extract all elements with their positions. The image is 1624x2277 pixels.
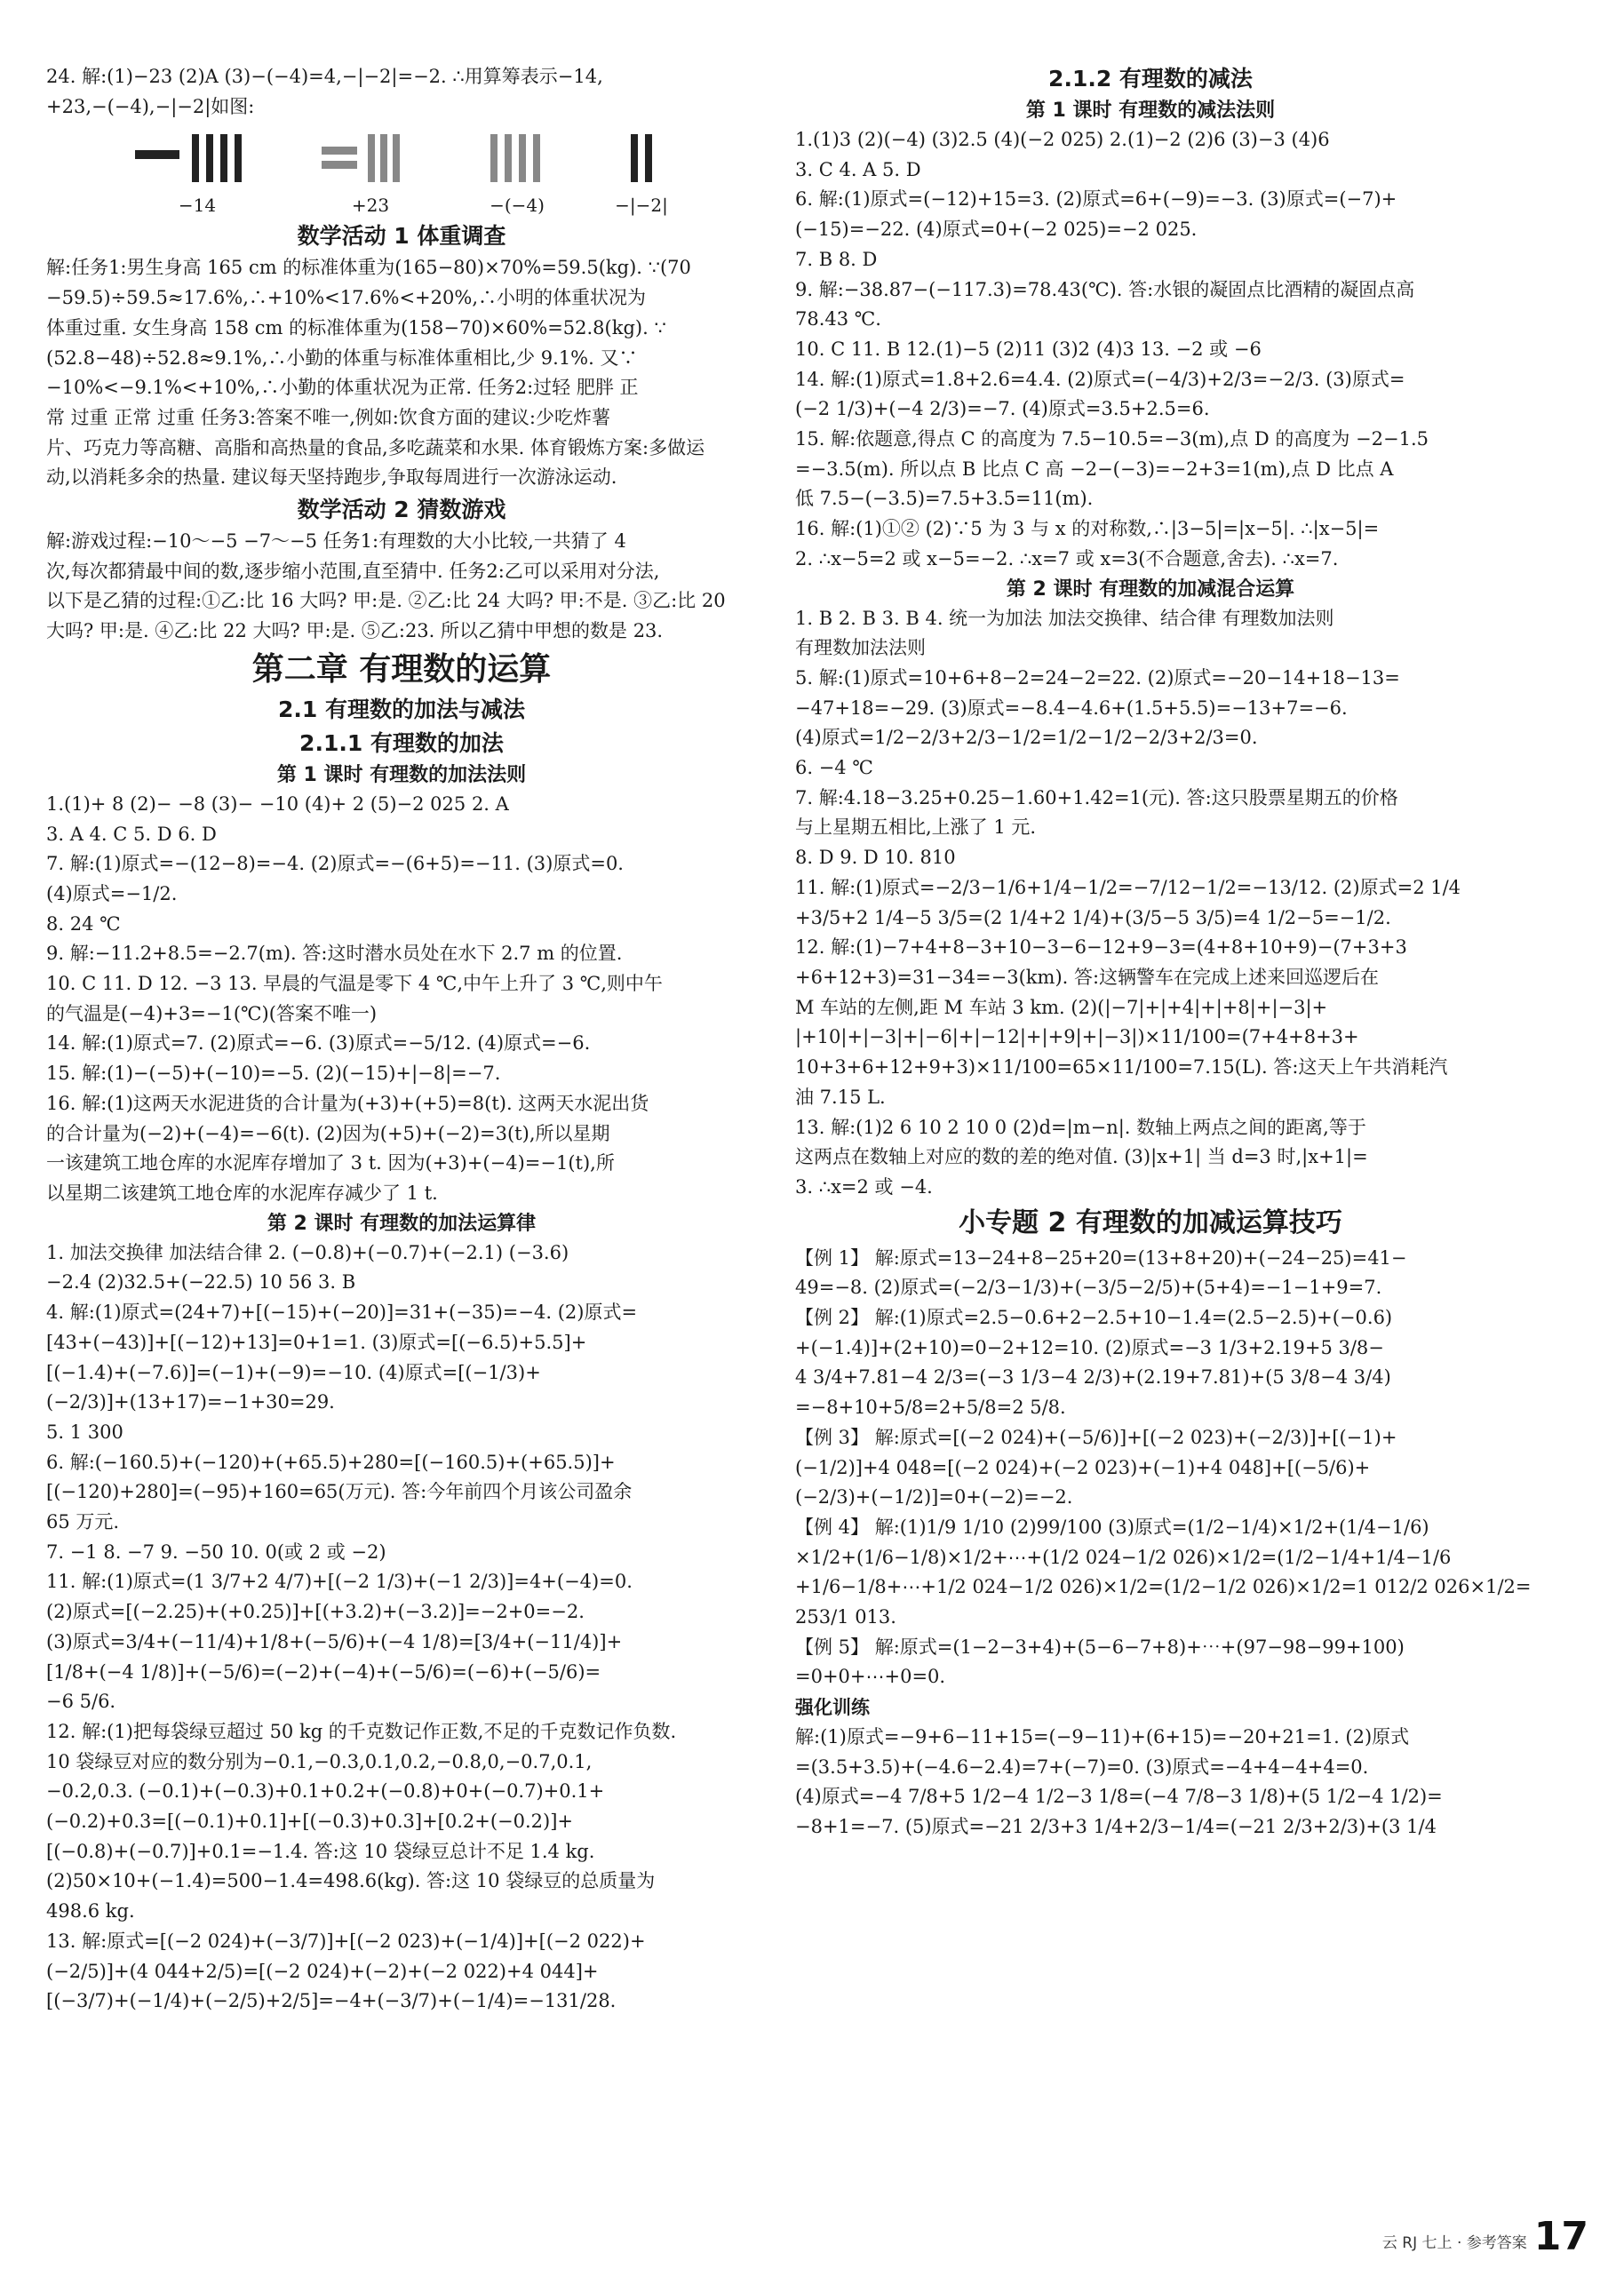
text-line: [(−3/7)+(−1/4)+(−2/5)+2/5]=−4+(−3/7)+(−1/4)=−131/28. [46, 1990, 617, 2012]
activity1-title: 数学活动 1 体重调查 [297, 223, 506, 250]
text-line: 【例 5】 解:原式=(1−2−3+4)+(5−6−7+8)+⋯+(97−98−99+100) [795, 1636, 1405, 1658]
text-line: =−3.5(m). 所以点 B 比点 C 高 −2−(−3)=−2+3=1(m),点 D 比点 A [795, 458, 1394, 480]
lesson1-block [46, 790, 757, 1209]
lesson2-title: 第 2 课时 有理数的加减混合运算 [1006, 577, 1295, 601]
text-line: 次,每次都猜最中间的数,逐步缩小范围,直至猜中. 任务2:乙可以采用对分法, [46, 560, 660, 582]
text-line: [(−0.8)+(−0.7)]+0.1=−1.4. 答:这 10 袋绿豆总计不足 1.4 kg. [46, 1840, 595, 1862]
text-line: −6 5/6. [46, 1691, 116, 1713]
text-line: =0+0+⋯+0=0. [795, 1666, 946, 1688]
text-line: 6. 解:(−160.5)+(−120)+(+65.5)+280=[(−160.5)+(+65.5)]+ [46, 1451, 616, 1473]
text-line: −10%<−9.1%<+10%,∴小勤的体重状况为正常. 任务2:过轻 肥胖 正 [46, 377, 639, 399]
activity1-block [46, 253, 757, 493]
text-line: 3. ∴x=2 或 −4. [795, 1175, 933, 1198]
rod-neg14-icon [135, 127, 259, 189]
text-line: M 车站的左侧,距 M 车站 3 km. (2)(|−7|+|+4|+|+8|+|−3|+ [795, 996, 1328, 1018]
text-line: 动,以消耗多余的热量. 建议每天坚持跑步,争取每周进行一次游泳运动. [46, 466, 617, 489]
text-line: 13. 解:(1)2 6 10 2 10 0 (2)d=|m−n|. 数轴上两点之间的距离,等于 [795, 1116, 1366, 1138]
text-line: 3. C 4. A 5. D [795, 158, 921, 180]
topic2-block [795, 1244, 1532, 1843]
rod-label: +23 [351, 195, 390, 217]
text-line: 4 3/4+7.81−4 2/3=(−3 1/3−4 2/3)+(2.19+7.81)+(5 3/8−4 3/4) [795, 1366, 1391, 1389]
text-line: 498.6 kg. [46, 1900, 135, 1923]
text-line: 5. 解:(1)原式=10+6+8−2=24−2=22. (2)原式=−20−14+18−13= [795, 666, 1400, 689]
lesson1-title: 第 1 课时 有理数的加法法则 [276, 763, 527, 786]
text-line: 7. 解:(1)原式=−(12−8)=−4. (2)原式=−(6+5)=−11. (3)原式=0. [46, 853, 624, 875]
text-line: 8. D 9. D 10. 810 [795, 847, 956, 869]
section-2-1-2-title: 2.1.2 有理数的减法 [1048, 66, 1253, 92]
text-line: |+10|+|−3|+|−6|+|−12|+|+9|+|−3|)×11/100=(7+4+8+3+ [795, 1026, 1359, 1048]
text-line: (4)原式=−1/2. [46, 882, 178, 904]
text-line: −8+1=−7. (5)原式=−21 2/3+3 1/4+2/3−1/4=(−21 2/3+2/3)+(3 1/4 [795, 1815, 1437, 1837]
text-line: (3)原式=3/4+(−11/4)+1/8+(−5/6)+(−4 1/8)=[3/4+(−11/4)]+ [46, 1630, 623, 1652]
text-line: 10. C 11. B 12.(1)−5 (2)11 (3)2 (4)3 13. −2 或 −6 [795, 338, 1262, 360]
text-line: 15. 解:依题意,得点 C 的高度为 7.5−10.5=−3(m),点 D 的高度为 −2−1.5 [795, 428, 1429, 450]
footer-text: 云 RJ 七上 · 参考答案 [1381, 2234, 1527, 2252]
right-column [795, 62, 1532, 1843]
text-line: [1/8+(−4 1/8)]+(−5/6)=(−2)+(−4)+(−5/6)=(−6)+(−5/6)= [46, 1660, 601, 1683]
text-line: 12. 解:(1)把每袋绿豆超过 50 kg 的千克数记作正数,不足的千克数记作负数. [46, 1720, 677, 1742]
text-line: 以下是乙猜的过程:①乙:比 16 大吗? 甲:是. ②乙:比 24 大吗? 甲:不是. ③乙:比 20 [46, 590, 726, 612]
text-line: +1/6−1/8+⋯+1/2 024−1/2 026)×1/2=(1/2−1/2 026)×1/2=1 012/2 026×1/2= [795, 1576, 1532, 1598]
page-number: 17 [1533, 2214, 1588, 2259]
text-line: 与上星期五相比,上涨了 1 元. [795, 816, 1037, 839]
text-line: 24. 解:(1)−23 (2)A (3)−(−4)=4,−|−2|=−2. ∴用算筹表示−14, [46, 66, 603, 87]
text-line: 15. 解:(1)−(−5)+(−10)=−5. (2)(−15)+|−8|=−7. [46, 1063, 501, 1085]
text-line: 14. 解:(1)原式=1.8+2.6=4.4. (2)原式=(−4/3)+2/3=−2/3. (3)原式= [795, 368, 1405, 390]
text-line: [(−1.4)+(−7.6)]=(−1)+(−9)=−10. (4)原式=[(−1/3)+ [46, 1361, 541, 1383]
topic2-title: 小专题 2 有理数的加减运算技巧 [959, 1206, 1342, 1238]
text-line: +(−1.4)]+(2+10)=0−2+12=10. (2)原式=−3 1/3+2.19+5 3/8− [795, 1336, 1384, 1358]
text-line: −2.4 (2)32.5+(−22.5) 10 56 3. B [46, 1271, 356, 1294]
rod-group-neg14 [135, 127, 259, 216]
lesson1-block [795, 125, 1506, 575]
text-line: −59.5)÷59.5≈17.6%,∴+10%<17.6%<+20%,∴小明的体重状况为 [46, 287, 647, 309]
lesson2-title: 第 2 课时 有理数的加法运算律 [267, 1212, 537, 1235]
text-line: −0.2,0.3. (−0.1)+(−0.3)+0.1+0.2+(−0.8)+0+(−0.7)+0.1+ [46, 1780, 605, 1803]
text-line: (−1/2)]+4 048=[(−2 024)+(−2 023)+(−1)+4 048]+[(−5/6)+ [795, 1456, 1371, 1478]
text-line: 9. 解:−11.2+8.5=−2.7(m). 答:这时潜水员处在水下 2.7 m 的位置. [46, 943, 623, 965]
chapter-title: 第二章 有理数的运算 [251, 650, 552, 688]
text-line: 7. −1 8. −7 9. −50 10. 0(或 2 或 −2) [46, 1541, 386, 1563]
text-line: 11. 解:(1)原式=−2/3−1/6+1/4−1/2=−7/12−1/2=−13/12. (2)原式=2 1/4 [795, 876, 1461, 898]
text-line: 14. 解:(1)原式=7. (2)原式=−6. (3)原式=−5/12. (4)原式=−6. [46, 1032, 591, 1055]
text-line: 2. ∴x−5=2 或 x−5=−2. ∴x=7 或 x=3(不合题意,舍去). ∴x=7. [795, 547, 1339, 569]
rod-group-neg-abs2 [615, 127, 668, 216]
text-line: (−2/5)]+(4 044+2/5)=[(−2 024)+(−2)+(−2 022)+4 044]+ [46, 1960, 599, 1982]
text-line: (−2 1/3)+(−4 2/3)=−7. (4)原式=3.5+2.5=6. [795, 398, 1210, 420]
text-line: 4. 解:(1)原式=(24+7)+[(−15)+(−20)]=31+(−35)=−4. (2)原式= [46, 1302, 638, 1324]
text-line: (2)50×10+(−1.4)=500−1.4=498.6(kg). 答:这 10 袋绿豆的总质量为 [46, 1870, 656, 1892]
text-line: 1.(1)+ 8 (2)− −8 (3)− −10 (4)+ 2 (5)−2 025 2. A [46, 792, 509, 815]
q24-block [46, 62, 757, 122]
text-line: (−2/3)+(−1/2)]=0+(−2)=−2. [795, 1486, 1073, 1509]
text-line: 常 过重 正常 过重 任务3:答案不唯一,例如:饮食方面的建议:少吃炸薯 [46, 406, 610, 428]
text-line: 油 7.15 L. [795, 1086, 886, 1108]
text-line: (−15)=−22. (4)原式=0+(−2 025)=−2 025. [795, 219, 1198, 241]
text-line: −47+18=−29. (3)原式=−8.4−4.6+(1.5+5.5)=−13+7=−6. [795, 697, 1348, 719]
text-line: (−2/3)]+(13+17)=−1+30=29. [46, 1391, 335, 1413]
text-line: 这两点在数轴上对应的数的差的绝对值. (3)|x+1| 当 d=3 时,|x+1|= [795, 1146, 1368, 1168]
section-2-1-1-title: 2.1.1 有理数的加法 [299, 729, 504, 756]
text-line: 大吗? 甲:是. ④乙:比 22 大吗? 甲:是. ⑤乙:23. 所以乙猜中甲想的数是 23. [46, 620, 664, 642]
text-line: 10 袋绿豆对应的数分别为−0.1,−0.3,0.1,0.2,−0.8,0,−0.7,0.1, [46, 1750, 593, 1772]
text-line: 片、巧克力等高糖、高脂和高热量的食品,多吃蔬菜和水果. 体育锻炼方案:多做运 [46, 436, 705, 458]
counting-rods-figure [46, 127, 757, 216]
rod-group-pos23 [322, 127, 419, 216]
text-line: 的合计量为(−2)+(−4)=−6(t). (2)因为(+5)+(−2)=3(t),所以星期 [46, 1122, 610, 1144]
text-line: 8. 24 ℃ [46, 912, 121, 935]
text-line: 3. A 4. C 5. D 6. D [46, 823, 217, 845]
rod-neg2-icon [615, 127, 668, 189]
text-line: =−8+10+5/8=2+5/8=2 5/8. [795, 1397, 1066, 1419]
text-line: 11. 解:(1)原式=(1 3/7+2 4/7)+[(−2 1/3)+(−1 2/3)]=4+(−4)=0. [46, 1571, 633, 1593]
text-line: 以星期二该建筑工地仓库的水泥库存减少了 1 t. [46, 1182, 438, 1204]
text-line: =(3.5+3.5)+(−4.6−2.4)=7+(−7)=0. (3)原式=−4+4−4+4=0. [795, 1756, 1369, 1778]
text-line: +23,−(−4),−|−2|如图: [46, 95, 255, 117]
text-line: 解:任务1:男生身高 165 cm 的标准体重为(165−80)×70%=59.5(kg). ∵(70 [46, 257, 691, 279]
activity2-title: 数学活动 2 猜数游戏 [297, 497, 506, 523]
text-line: 65 万元. [46, 1511, 120, 1533]
text-line: 253/1 013. [795, 1606, 896, 1628]
text-line: 体重过重. 女生身高 158 cm 的标准体重为(158−70)×60%=52.8(kg). ∵ [46, 316, 666, 338]
text-line: 低 7.5−(−3.5)=7.5+3.5=11(m). [795, 488, 1094, 510]
text-line: 强化训练 [795, 1696, 870, 1719]
text-line: 【例 2】 解:(1)原式=2.5−0.6+2−2.5+10−1.4=(2.5−2.5)+(−0.6) [795, 1307, 1393, 1329]
lesson2-block [46, 1238, 757, 2017]
text-line: 1. 加法交换律 加法结合律 2. (−0.8)+(−0.7)+(−2.1) (−3.6) [46, 1241, 569, 1263]
page-footer [1382, 2214, 1588, 2259]
text-line: 的气温是(−4)+3=−1(℃)(答案不唯一) [46, 1002, 378, 1024]
lesson1-title: 第 1 课时 有理数的减法法则 [1025, 100, 1276, 122]
rod-group-neg-neg4 [482, 127, 553, 216]
text-line: +6+12+3)=31−34=−3(km). 答:这辆警车在完成上述来回巡逻后在 [795, 966, 1380, 988]
text-line: 【例 3】 解:原式=[(−2 024)+(−5/6)]+[(−2 023)+(−2/3)]+[(−1)+ [795, 1426, 1397, 1448]
text-line: 【例 1】 解:原式=13−24+8−25+20=(13+8+20)+(−24−25)=41− [795, 1246, 1407, 1269]
text-line: (−0.2)+0.3=[(−0.1)+0.1]+[(−0.3)+0.3]+[0.2+(−0.2)]+ [46, 1811, 574, 1833]
text-line: 6. 解:(1)原式=(−12)+15=3. (2)原式=6+(−9)=−3. (3)原式=(−7)+ [795, 188, 1397, 211]
text-line: 49=−8. (2)原式=(−2/3−1/3)+(−3/5−2/5)+(5+4)=−1−1+9=7. [795, 1277, 1382, 1299]
text-line: [(−120)+280]=(−95)+160=65(万元). 答:今年前四个月该公司盈余 [46, 1481, 633, 1503]
section-2-1-title: 2.1 有理数的加法与减法 [278, 696, 525, 722]
text-line: 7. B 8. D [795, 248, 878, 270]
text-line: 10+3+6+12+9+3)×11/100=65×11/100=7.15(L). 答:这天上午共消耗汽 [795, 1056, 1448, 1079]
rod-label: −14 [178, 195, 217, 217]
text-line: (2)原式=[(−2.25)+(+0.25)]+[(+3.2)+(−3.2)]=−2+0=−2. [46, 1601, 585, 1623]
rod-4-icon [482, 127, 553, 189]
text-line: 9. 解:−38.87−(−117.3)=78.43(℃). 答:水银的凝固点比酒精的凝固点高 [795, 278, 1415, 300]
text-line: (4)原式=−4 7/8+5 1/2−4 1/2−3 1/8=(−4 7/8−3 1/8)+(5 1/2−4 1/2)= [795, 1786, 1443, 1808]
activity2-block [46, 527, 757, 647]
text-line: 13. 解:原式=[(−2 024)+(−3/7)]+[(−2 023)+(−1/4)]+[(−2 022)+ [46, 1930, 646, 1952]
rod-label: −|−2| [615, 195, 668, 217]
text-line: ×1/2+(1/6−1/8)×1/2+⋯+(1/2 024−1/2 026)×1/2=(1/2−1/4+1/4−1/6 [795, 1546, 1452, 1568]
text-line: 解:(1)原式=−9+6−11+15=(−9−11)+(6+15)=−20+21=1. (2)原式 [795, 1725, 1410, 1748]
rod-label: −(−4) [490, 195, 545, 217]
text-line: 1. B 2. B 3. B 4. 统一为加法 加法交换律、结合律 有理数加法则 [795, 607, 1334, 629]
text-line: [43+(−43)]+[(−12)+13]=0+1=1. (3)原式=[(−6.5)+5.5]+ [46, 1331, 587, 1353]
lesson2-block [795, 604, 1506, 1203]
text-line: 78.43 ℃. [795, 308, 881, 330]
text-line: 16. 解:(1)这两天水泥进货的合计量为(+3)+(+5)=8(t). 这两天水泥出货 [46, 1092, 649, 1114]
left-column [46, 62, 757, 2017]
text-line: +3/5+2 1/4−5 3/5=(2 1/4+2 1/4)+(3/5−5 3/5)=4 1/2−5=−1/2. [795, 906, 1391, 928]
text-line: 【例 4】 解:(1)1/9 1/10 (2)99/100 (3)原式=(1/2−1/4)×1/2+(1/4−1/6) [795, 1516, 1429, 1538]
text-line: 5. 1 300 [46, 1421, 123, 1443]
text-line: 解:游戏过程:−10～−5 −7～−5 任务1:有理数的大小比较,一共猜了 4 [46, 530, 626, 553]
text-line: 有理数加法法则 [795, 637, 926, 659]
text-line: 1.(1)3 (2)(−4) (3)2.5 (4)(−2 025) 2.(1)−2 (2)6 (3)−3 (4)6 [795, 129, 1330, 150]
text-line: 7. 解:4.18−3.25+0.25−1.60+1.42=1(元). 答:这只股票星期五的价格 [795, 786, 1398, 808]
text-line: (4)原式=1/2−2/3+2/3−1/2=1/2−1/2−2/3+2/3=0. [795, 727, 1258, 749]
text-line: 12. 解:(1)−7+4+8−3+10−3−6−12+9−3=(4+8+10+9)−(7+3+3 [795, 936, 1407, 959]
rod-pos23-icon [322, 127, 419, 189]
text-line: (52.8−48)÷52.8≈9.1%,∴小勤的体重与标准体重相比,少 9.1%. 又∵ [46, 346, 638, 369]
text-line: 6. −4 ℃ [795, 757, 873, 779]
text-line: 16. 解:(1)①② (2)∵5 为 3 与 x 的对称数,∴|3−5|=|x−5|. ∴|x−5|= [795, 518, 1380, 540]
text-line: 一该建筑工地仓库的水泥库存增加了 3 t. 因为(+3)+(−4)=−1(t),所 [46, 1152, 615, 1174]
text-line: 10. C 11. D 12. −3 13. 早晨的气温是零下 4 ℃,中午上升了 3 ℃,则中午 [46, 973, 663, 995]
